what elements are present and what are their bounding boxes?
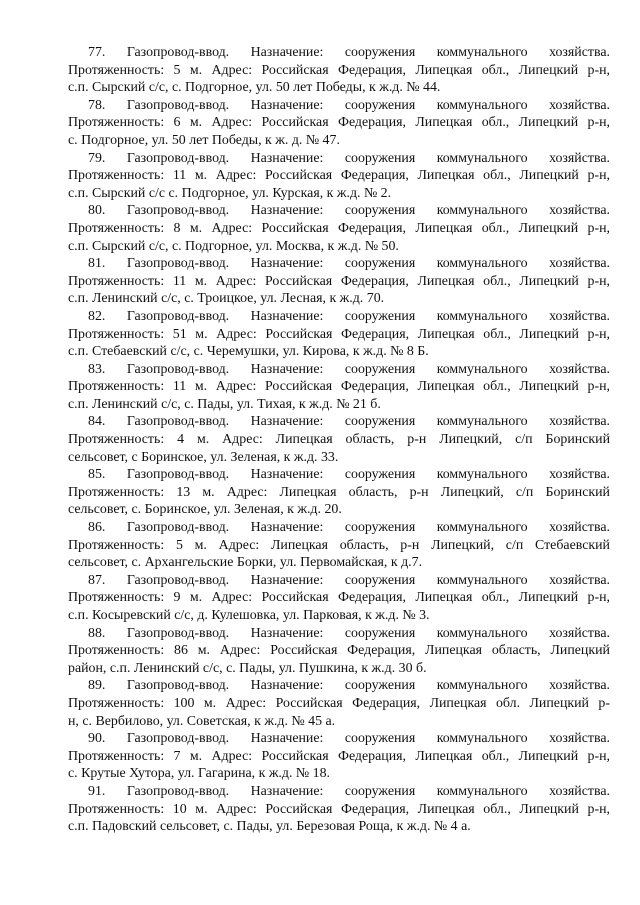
item-77-line-3: с.п. Сырский с/с, с. Подгорное, ул. 50 лет Победы, к ж.д. № 44.	[68, 80, 441, 96]
item-85-line-2: Протяженность: 13 м. Адрес: Липецкая область, р-н Липецкий, с/п Боринский	[68, 484, 610, 500]
list-item-80	[68, 202, 610, 255]
item-90-line-1: 90. Газопровод-ввод. Назначение: сооружения коммунального хозяйства.	[88, 731, 610, 747]
item-79-line-1: 79. Газопровод-ввод. Назначение: сооружения коммунального хозяйства.	[88, 150, 610, 166]
list-item-89	[68, 677, 610, 730]
item-89-line-1: 89. Газопровод-ввод. Назначение: сооружения коммунального хозяйства.	[88, 678, 610, 694]
item-91-line-1: 91. Газопровод-ввод. Назначение: сооружения коммунального хозяйства.	[88, 783, 610, 799]
item-81-line-1: 81. Газопровод-ввод. Назначение: сооружения коммунального хозяйства.	[88, 256, 610, 272]
item-79-line-2: Протяженность: 11 м. Адрес: Российская Федерация, Липецкая обл., Липецкий р-н,	[68, 168, 610, 184]
item-89-line-3: н, с. Вербилово, ул. Советская, к ж.д. № 45 а.	[68, 713, 336, 729]
item-91-line-3: с.п. Падовский сельсовет, с. Пады, ул. Березовая Роща, к ж.д. № 4 а.	[68, 819, 471, 835]
item-80-line-3: с.п. Сырский с/с, с. Подгорное, ул. Москва, к ж.д. № 50.	[68, 238, 399, 254]
list-item-90	[68, 730, 610, 783]
item-89-line-2: Протяженность: 100 м. Адрес: Российская Федерация, Липецкая обл. Липецкий р-	[68, 695, 610, 711]
list-item-79	[68, 150, 610, 203]
item-81-line-3: с.п. Ленинский с/с, с. Троицкое, ул. Лесная, к ж.д. 70.	[68, 291, 385, 307]
list-item-86	[68, 519, 610, 572]
item-80-line-1: 80. Газопровод-ввод. Назначение: сооружения коммунального хозяйства.	[88, 203, 610, 219]
item-78-line-3: с. Подгорное, ул. 50 лет Победы, к ж. д. № 47.	[68, 132, 340, 148]
item-86-line-3: сельсовет, с. Архангельские Борки, ул. Первомайская, к д.7.	[68, 555, 423, 571]
item-82-line-3: с.п. Стебаевский с/с, с. Черемушки, ул. Кирова, к ж.д. № 8 Б.	[68, 344, 429, 360]
item-84-line-2: Протяженность: 4 м. Адрес: Липецкая область, р-н Липецкий, с/п Боринский	[68, 432, 610, 448]
list-item-82	[68, 308, 610, 361]
item-86-line-1: 86. Газопровод-ввод. Назначение: сооружения коммунального хозяйства.	[88, 520, 610, 536]
item-77-line-1: 77. Газопровод-ввод. Назначение: сооружения коммунального хозяйства.	[88, 45, 610, 60]
item-82-line-2: Протяженность: 51 м. Адрес: Российская Федерация, Липецкая обл., Липецкий р-н,	[68, 326, 610, 342]
item-78-line-2: Протяженность: 6 м. Адрес: Российская Федерация, Липецкая обл., Липецкий р-н,	[68, 115, 610, 131]
list-item-91	[68, 783, 610, 836]
list-item-85	[68, 466, 610, 519]
list-item-77	[68, 44, 610, 97]
list-item-88	[68, 625, 610, 678]
item-80-line-2: Протяженность: 8 м. Адрес: Российская Федерация, Липецкая обл., Липецкий р-н,	[68, 220, 610, 236]
item-87-line-1: 87. Газопровод-ввод. Назначение: сооружения коммунального хозяйства.	[88, 572, 610, 588]
list-item-83	[68, 361, 610, 414]
item-85-line-3: сельсовет, с. Боринское, ул. Зеленая, к ж.д. 20.	[68, 502, 342, 518]
item-86-line-2: Протяженность: 5 м. Адрес: Липецкая область, р-н Липецкий, с/п Стебаевский	[68, 537, 610, 553]
item-84-line-3: сельсовет, с Боринское, ул. Зеленая, к ж.д. 33.	[68, 449, 339, 465]
item-81-line-2: Протяженность: 11 м. Адрес: Российская Федерация, Липецкая обл., Липецкий р-н,	[68, 273, 610, 289]
item-83-line-2: Протяженность: 11 м. Адрес: Российская Федерация, Липецкая обл., Липецкий р-н,	[68, 379, 610, 395]
document-page	[68, 44, 610, 836]
item-79-line-3: с.п. Сырский с/с с. Подгорное, ул. Курская, к ж.д. № 2.	[68, 185, 392, 201]
item-90-line-2: Протяженность: 7 м. Адрес: Российская Федерация, Липецкая обл., Липецкий р-н,	[68, 748, 610, 764]
item-91-line-2: Протяженность: 10 м. Адрес: Российская Федерация, Липецкая обл., Липецкий р-н,	[68, 801, 610, 817]
item-85-line-1: 85. Газопровод-ввод. Назначение: сооружения коммунального хозяйства.	[88, 467, 610, 483]
item-87-line-2: Протяженность: 9 м. Адрес: Российская Федерация, Липецкая обл., Липецкий р-н,	[68, 590, 610, 606]
item-83-line-3: с.п. Ленинский с/с, с. Пады, ул. Тихая, к ж.д. № 21 б.	[68, 396, 381, 412]
list-item-87	[68, 572, 610, 625]
item-88-line-3: район, с.п. Ленинский с/с, с. Пады, ул. Пушкина, к ж.д. 30 б.	[68, 660, 427, 676]
list-item-78	[68, 97, 610, 150]
item-88-line-1: 88. Газопровод-ввод. Назначение: сооружения коммунального хозяйства.	[88, 625, 610, 641]
item-87-line-3: с.п. Косыревский с/с, д. Кулешовка, ул. Парковая, к ж.д. № 3.	[68, 608, 430, 623]
item-78-line-1: 78. Газопровод-ввод. Назначение: сооружения коммунального хозяйства.	[88, 97, 610, 113]
item-90-line-3: с. Крутые Хутора, ул. Гагарина, к ж.д. № 18.	[68, 766, 331, 782]
item-77-line-2: Протяженность: 5 м. Адрес: Российская Федерация, Липецкая обл., Липецкий р-н,	[68, 62, 610, 78]
item-82-line-1: 82. Газопровод-ввод. Назначение: сооружения коммунального хозяйства.	[88, 308, 610, 324]
list-item-84	[68, 413, 610, 466]
list-item-81	[68, 255, 610, 308]
item-83-line-1: 83. Газопровод-ввод. Назначение: сооружения коммунального хозяйства.	[88, 361, 610, 377]
item-88-line-2: Протяженность: 86 м. Адрес: Российская Федерация, Липецкая область, Липецкий	[68, 643, 610, 659]
item-84-line-1: 84. Газопровод-ввод. Назначение: сооружения коммунального хозяйства.	[88, 414, 610, 430]
